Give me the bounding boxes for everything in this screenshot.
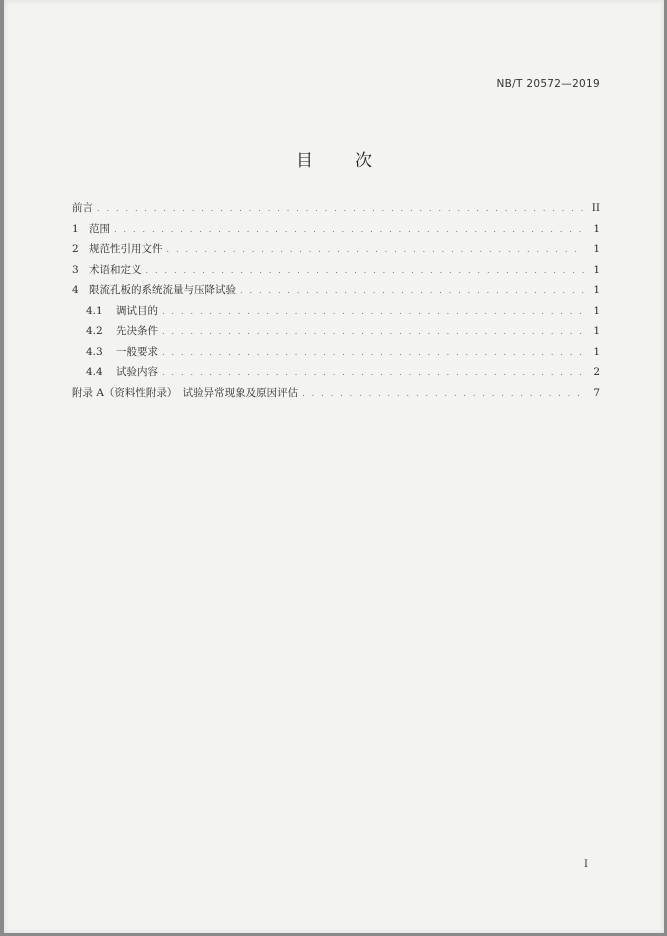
toc-leader-dots xyxy=(240,281,584,302)
toc-entry-label: 范围 xyxy=(89,222,110,235)
toc-entry-prerequisites[interactable] xyxy=(72,321,600,342)
toc-entry-number: 1 xyxy=(72,222,79,235)
toc-leader-dots xyxy=(162,302,584,323)
toc-entry-orifice-test[interactable] xyxy=(72,280,600,301)
document-page xyxy=(4,0,664,933)
toc-entry-page: 2 xyxy=(593,366,600,378)
toc-entry-test-content[interactable] xyxy=(72,362,600,383)
toc-title-char-2: 次 xyxy=(355,151,372,171)
toc-entry-general-requirements[interactable] xyxy=(72,342,600,363)
toc-leader-dots xyxy=(162,322,584,343)
toc-entry-appendix-a[interactable] xyxy=(72,383,600,404)
toc-entry-page: 1 xyxy=(593,325,600,337)
toc-entry-label: 调试目的 xyxy=(116,304,158,317)
toc-title-char-1: 目 xyxy=(296,151,313,171)
toc-entry-label: 术语和定义 xyxy=(89,263,142,276)
toc-entry-number: 4 xyxy=(72,284,79,296)
toc-entry-number: 4.1 xyxy=(86,304,103,317)
toc-entry-number: 3 xyxy=(72,263,79,276)
toc-entry-page: 1 xyxy=(593,345,600,358)
toc-leader-dots xyxy=(114,220,584,241)
toc-entry-page: 7 xyxy=(593,386,600,399)
toc-entry-label: 前言 xyxy=(72,202,93,214)
toc-entry-label: 限流孔板的系统流量与压降试验 xyxy=(89,284,236,296)
toc-leader-dots xyxy=(167,240,585,261)
toc-entry-normative-references[interactable] xyxy=(72,239,600,260)
toc-entry-page: 1 xyxy=(593,243,600,255)
toc-leader-dots xyxy=(162,363,584,384)
toc-entry-label: 先决条件 xyxy=(116,325,158,337)
toc-entry-label: 一般要求 xyxy=(116,345,158,358)
toc-entry-page: II xyxy=(591,202,600,214)
toc-leader-dots xyxy=(146,261,585,282)
toc-entry-page: 1 xyxy=(593,304,600,317)
toc-entry-number: 4.3 xyxy=(86,345,103,358)
toc-entry-scope[interactable] xyxy=(72,219,600,240)
toc-list xyxy=(72,198,600,403)
toc-entry-number: 4.4 xyxy=(86,366,103,378)
toc-leader-dots xyxy=(97,199,584,220)
toc-entry-label: 试验内容 xyxy=(116,366,158,378)
toc-entry-test-purpose[interactable] xyxy=(72,301,600,322)
toc-entry-number: 4.2 xyxy=(86,325,103,337)
toc-title xyxy=(4,146,664,171)
toc-entry-label: 规范性引用文件 xyxy=(89,243,163,255)
toc-entry-number: 2 xyxy=(72,243,79,255)
document-code: NB/T 20572—2019 xyxy=(496,78,600,90)
toc-entry-label: 附录 A（资料性附录） 试验异常现象及原因评估 xyxy=(72,386,299,399)
toc-entry-terms-definitions[interactable] xyxy=(72,260,600,281)
toc-entry-page: 1 xyxy=(593,284,600,296)
page-number: I xyxy=(584,859,588,870)
toc-leader-dots xyxy=(302,384,584,405)
toc-entry-page: 1 xyxy=(593,263,600,276)
toc-entry-page: 1 xyxy=(593,222,600,235)
toc-leader-dots xyxy=(162,343,584,364)
toc-entry-foreword[interactable] xyxy=(72,198,600,219)
